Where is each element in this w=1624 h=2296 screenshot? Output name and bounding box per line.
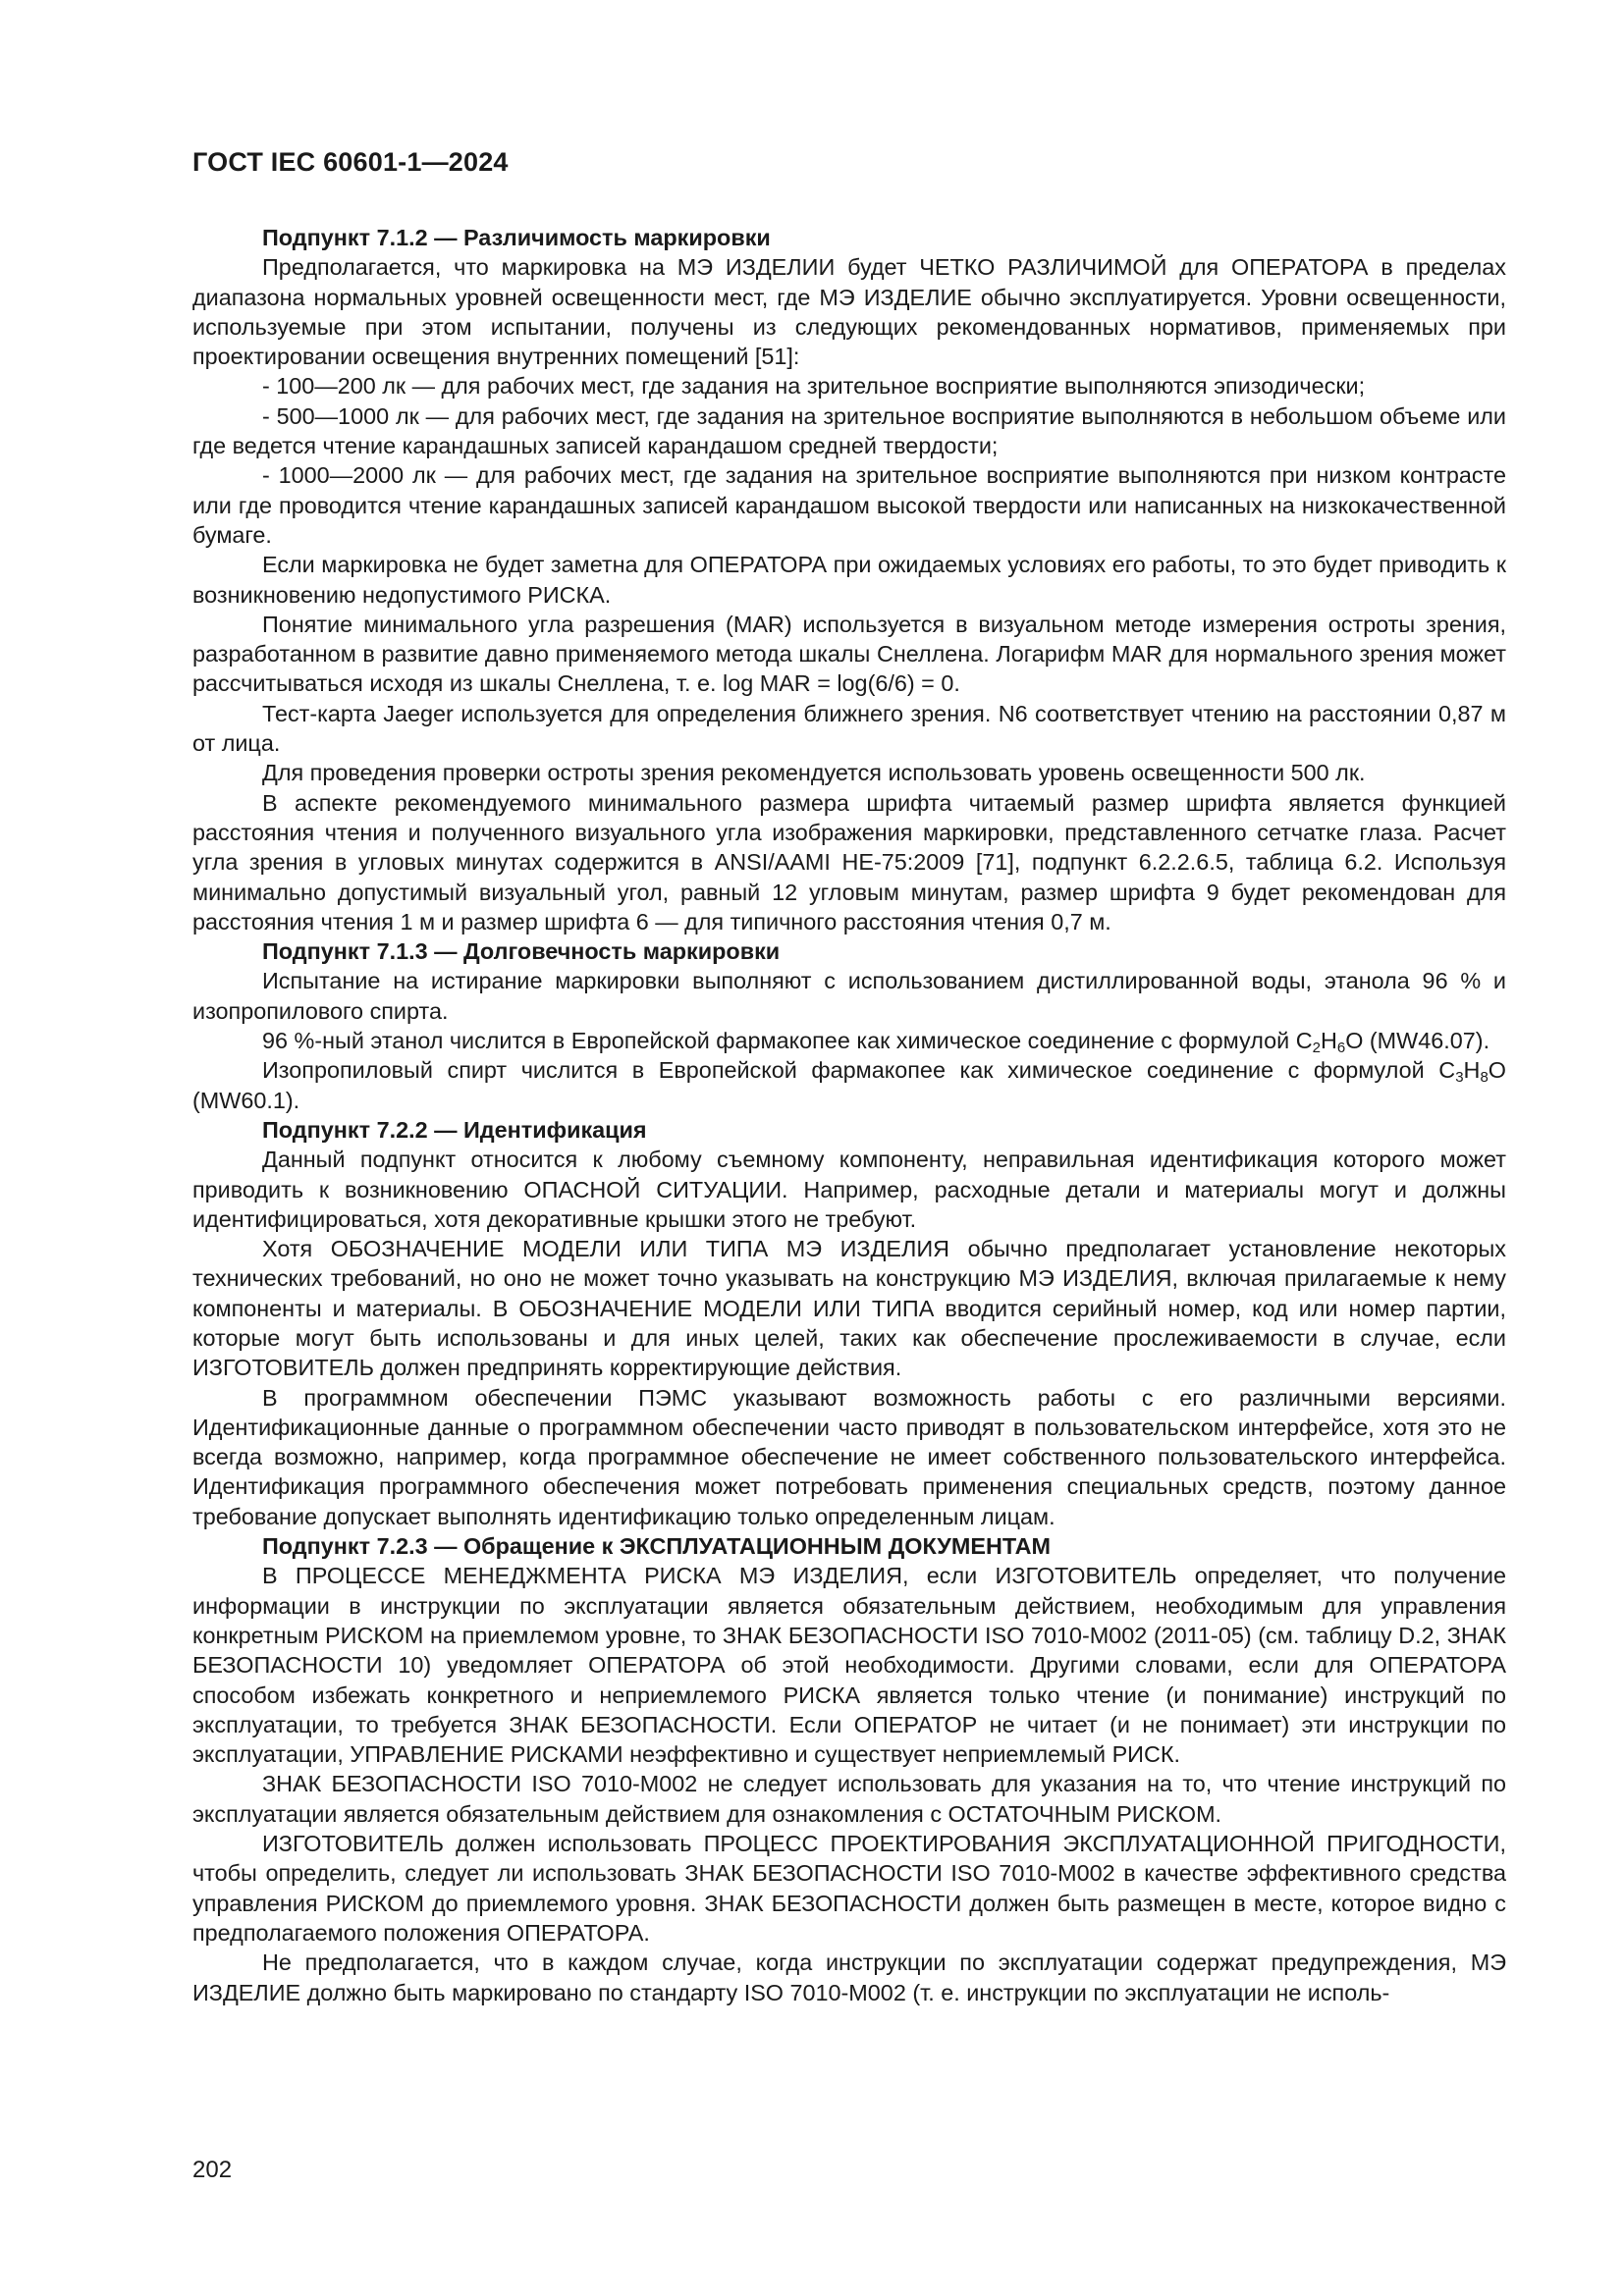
- list-item: - 100—200 лк — для рабочих мест, где задания на зрительное восприятие выполняются эпизодически;: [262, 373, 1366, 400]
- paragraph: Данный подпункт относится к любому съемному компоненту, неправильная идентификация которого может приводить к возникновению ОПАСНОЙ СИТУАЦИИ. Например, расходные детали и материалы могут и должны идентифицироваться, хотя декоративные крышки этого не требуют.: [192, 1147, 1506, 1232]
- paragraph: Не предполагается, что в каждом случае, когда инструкции по эксплуатации содержат предупреждения, МЭ ИЗДЕЛИЕ должно быть маркировано по стандарту ISO 7010-M002 (т. е. инструкции по эксплуатации не исполь-: [192, 1949, 1506, 2005]
- formula-subscript: 8: [1480, 1069, 1489, 1087]
- formula-element: H: [1320, 1028, 1337, 1054]
- document-body: [192, 223, 1506, 2007]
- paragraph: В ПРОЦЕССЕ МЕНЕДЖМЕНТА РИСКА МЭ ИЗДЕЛИЯ, если ИЗГОТОВИТЕЛЬ определяет, что получение информации в инструкции по эксплуатации является обязательным действием, необходимым для управления конкретным РИСКОМ на приемлемом уровне, то ЗНАК БЕЗОПАСНОСТИ ISO 7010-M002 (2011-05) (см. таблицу D.2, ЗНАК БЕЗОПАСНОСТИ 10) уведомляет ОПЕРАТОРА об этой необходимости. Другими словами, если для ОПЕРАТОРА способом избежать конкретного и неприемлемого РИСКА является только чтение (и понимание) инструкций по эксплуатации, то требуется ЗНАК БЕЗОПАСНОСТИ. Если ОПЕРАТОР не читает (и не понимает) эти инструкции по эксплуатации, УПРАВЛЕНИЕ РИСКАМИ неэффективно и существует неприемлемый РИСК.: [192, 1563, 1506, 1768]
- formula-element: O: [1345, 1028, 1364, 1054]
- formula-subscript: 3: [1455, 1069, 1464, 1087]
- paragraph: Предполагается, что маркировка на МЭ ИЗДЕЛИИ будет ЧЕТКО РАЗЛИЧИМОЙ для ОПЕРАТОРА в пределах диапазона нормальных уровней освещенности мест, где МЭ ИЗДЕЛИЕ обычно эксплуатируется. Уровни освещенности, используемые при этом испытании, получены из следующих рекомендованных нормативов, применяемых при проектировании освещения внутренних помещений [51]:: [192, 254, 1506, 370]
- paragraph: Хотя ОБОЗНАЧЕНИЕ МОДЕЛИ ИЛИ ТИПА МЭ ИЗДЕЛИЯ обычно предполагает установление некоторых технических требований, но оно не может точно указывать на конструкцию МЭ ИЗДЕЛИЯ, включая прилагаемые к нему компоненты и материалы. В ОБОЗНАЧЕНИЕ МОДЕЛИ ИЛИ ТИПА вводится серийный номер, код или номер партии, которые могут быть использованы и для иных целей, таких как обеспечение прослеживаемости в случае, если ИЗГОТОВИТЕЛЬ должен предпринять корректирующие действия.: [192, 1236, 1506, 1381]
- section-heading-7-2-2: Подпункт 7.2.2 — Идентификация: [262, 1116, 647, 1143]
- formula-element: C: [1295, 1028, 1313, 1054]
- paragraph: Понятие минимального угла разрешения (MAR) используется в визуальном методе измерения остроты зрения, разработанном в развитие давно применяемого метода шкалы Снеллена. Логарифм MAR для нормального зрения может рассчитываться исходя из шкалы Снеллена, т. е. log MAR = log(6/6) = 0.: [192, 611, 1506, 697]
- section-heading-7-2-3: Подпункт 7.2.3 — Обращение к ЭКСПЛУАТАЦИОННЫМ ДОКУМЕНТАМ: [262, 1533, 1052, 1560]
- paragraph: ИЗГОТОВИТЕЛЬ должен использовать ПРОЦЕСС ПРОЕКТИРОВАНИЯ ЭКСПЛУАТАЦИОННОЙ ПРИГОДНОСТИ, чтобы определить, следует ли использовать ЗНАК БЕЗОПАСНОСТИ ISO 7010-M002 в качестве эффективного средства управления РИСКОМ до приемлемого уровня. ЗНАК БЕЗОПАСНОСТИ должен быть размещен в месте, которое видно с предполагаемого положения ОПЕРАТОРА.: [192, 1831, 1506, 1946]
- formula-text-after: (MW46.07).: [1363, 1028, 1490, 1054]
- formula-text-after: (MW60.1).: [192, 1087, 300, 1113]
- formula-element: O: [1488, 1057, 1506, 1084]
- formula-subscript: 6: [1336, 1040, 1346, 1057]
- section-heading-7-1-3: Подпункт 7.1.3 — Долговечность маркировки: [262, 938, 781, 965]
- list-item: - 500—1000 лк — для рабочих мест, где задания на зрительное восприятие выполняются в небольшом объеме или где ведется чтение карандашных записей карандашом средней твердости;: [192, 402, 1506, 459]
- page-number: 202: [192, 2157, 233, 2183]
- formula-text-before: Изопропиловый спирт числится в Европейской фармакопее как химическое соединение с формулой: [262, 1057, 1439, 1084]
- paragraph: ЗНАК БЕЗОПАСНОСТИ ISO 7010-M002 не следует использовать для указания на то, что чтение инструкций по эксплуатации является обязательным действием для ознакомления с ОСТАТОЧНЫМ РИСКОМ.: [192, 1771, 1506, 1827]
- chemical-formula: [1295, 1028, 1364, 1057]
- formula-paragraph: [192, 1055, 1506, 1115]
- section-heading-7-1-2: Подпункт 7.1.2 — Различимость маркировки: [262, 225, 771, 250]
- paragraph: Для проведения проверки остроты зрения рекомендуется использовать уровень освещенности 500 лк.: [262, 760, 1366, 786]
- list-item: - 1000—2000 лк — для рабочих мест, где задания на зрительное восприятие выполняются при низком контрасте или где проводится чтение карандашных записей карандашом высокой твердости или написанных на низкокачественной бумаге.: [192, 462, 1506, 548]
- formula-subscript: 2: [1312, 1040, 1321, 1057]
- paragraph: Тест-карта Jaeger используется для определения ближнего зрения. N6 соответствует чтению на расстоянии 0,87 м от лица.: [192, 700, 1506, 757]
- paragraph: Если маркировка не будет заметна для ОПЕРАТОРА при ожидаемых условиях его работы, то это будет приводить к возникновению недопустимого РИСКА.: [192, 552, 1506, 608]
- paragraph: В аспекте рекомендуемого минимального размера шрифта читаемый размер шрифта является функцией расстояния чтения и полученного визуального угла изображения маркировки, представленного сетчатке глаза. Расчет угла зрения в угловых минутах содержится в ANSI/AAMI HE-75:2009 [71], подпункт 6.2.2.6.5, таблица 6.2. Используя минимально допустимый визуальный угол, равный 12 угловым минутам, размер шрифта 9 будет рекомендован для расстояния чтения 1 м и размер шрифта 6 — для типичного расстояния чтения 0,7 м.: [192, 789, 1506, 934]
- document-header: ГОСТ IEC 60601-1—2024: [192, 147, 509, 177]
- formula-paragraph: [192, 1026, 1506, 1055]
- paragraph: В программном обеспечении ПЭМС указывают возможность работы с его различными версиями. Идентификационные данные о программном обеспечении часто приводят в пользовательском интерфейсе, хотя это не всегда возможно, например, когда программное обеспечение не имеет собственного пользовательского интерфейса. Идентификация программного обеспечения может потребовать применения специальных средств, поэтому данное требование допускает выполнять идентификацию только определенным лицам.: [192, 1384, 1506, 1529]
- chemical-formula: [1438, 1057, 1506, 1087]
- formula-text-before: 96 %-ный этанол числится в Европейской фармакопее как химическое соединение с формулой: [262, 1028, 1296, 1054]
- formula-element: C: [1438, 1057, 1456, 1084]
- formula-element: H: [1463, 1057, 1481, 1084]
- paragraph: Испытание на истирание маркировки выполняют с использованием дистиллированной воды, этанола 96 % и изопропилового спирта.: [192, 968, 1506, 1024]
